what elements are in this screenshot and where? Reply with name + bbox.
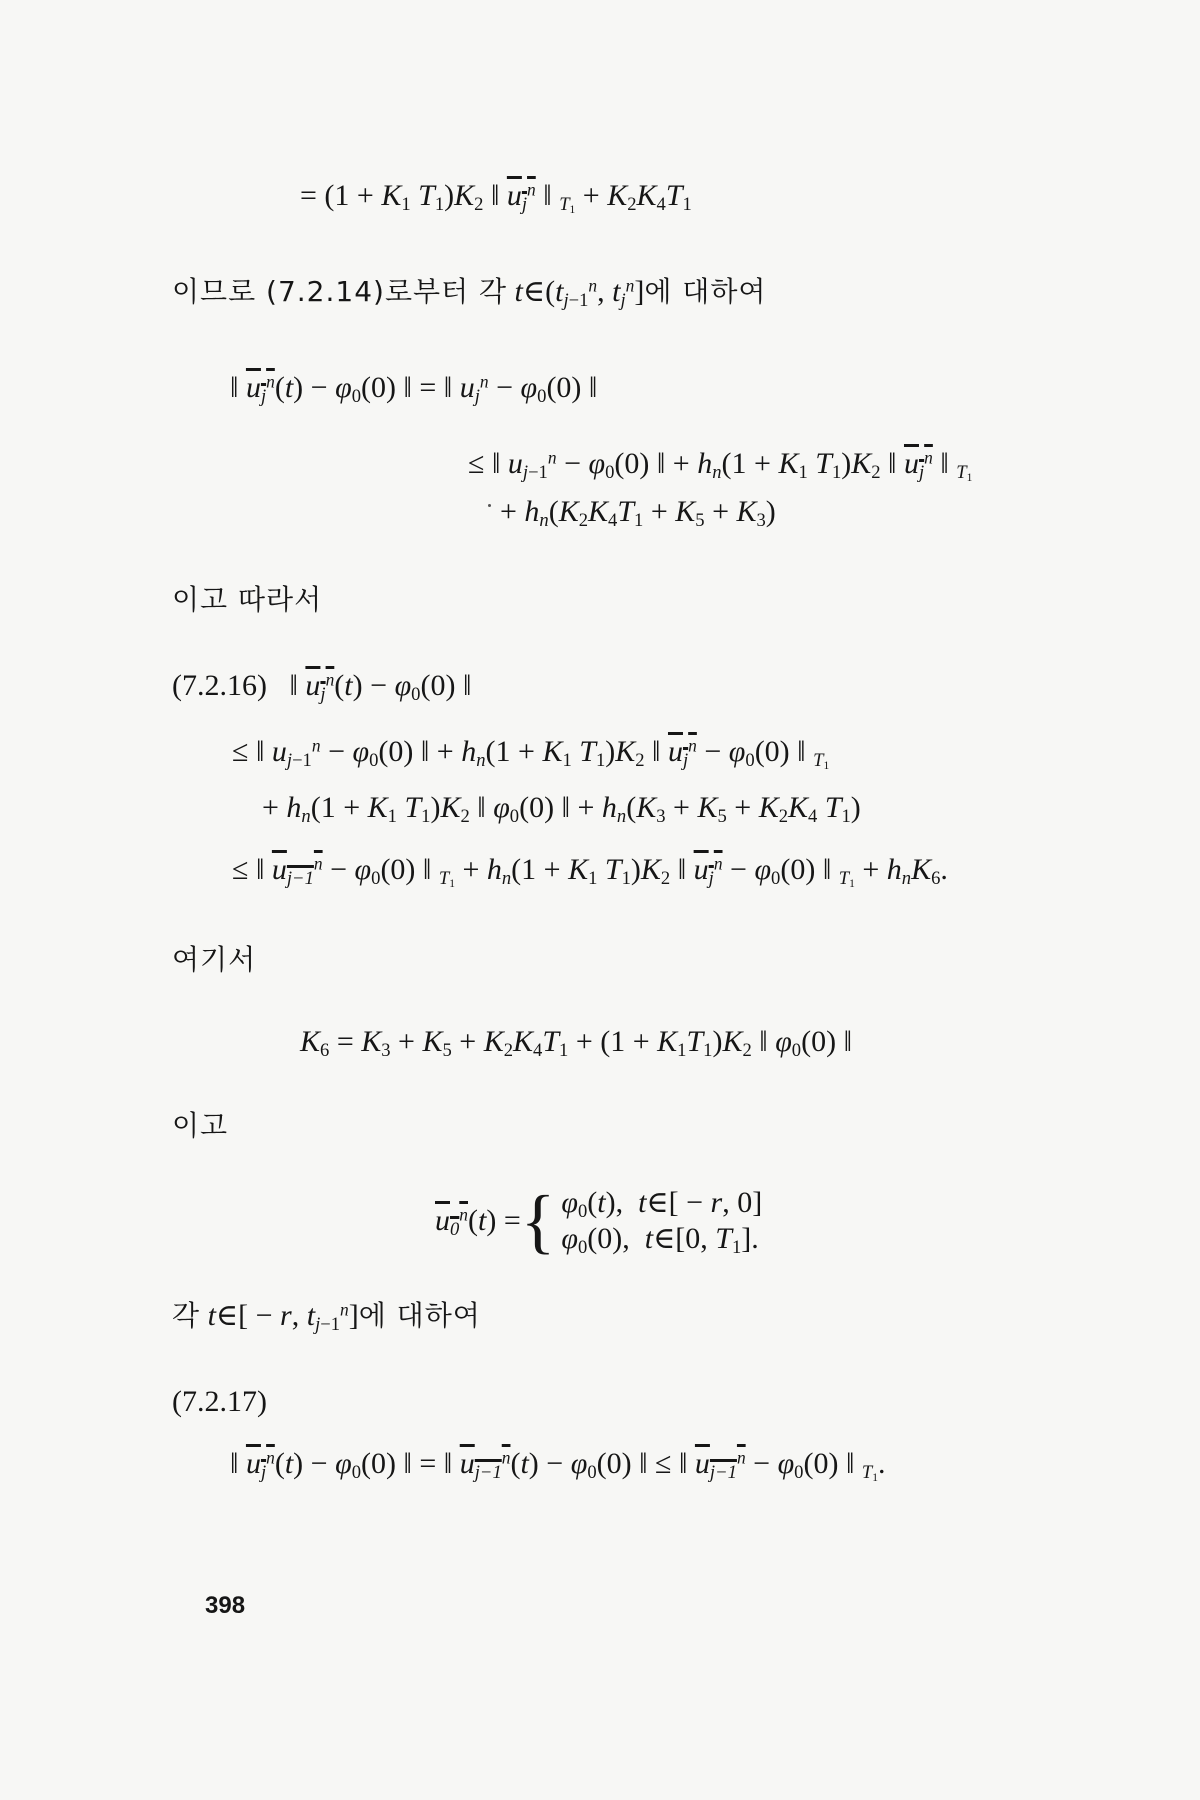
korean-text: 이므로 (7.2.14)로부터 각 bbox=[172, 275, 508, 308]
equation-k6-definition: $K_6 = K_3 + K_5 + K_2K_4T_1 + (1 + K_1T_1)K_2$ ‖ $\varphi_0(0)$ ‖ bbox=[300, 1025, 852, 1062]
korean-text: 각 bbox=[172, 1299, 201, 1332]
equation-line-1: = ($1 + K_1$ $T_1)K_2$ ‖ $u_j^n$ ‖ $_{T_1} + K_2K_4T_1$ bbox=[300, 179, 692, 217]
text-line-and-thus: 이고 따라서 bbox=[172, 583, 323, 616]
left-brace: { bbox=[520, 1181, 556, 1261]
equation-line-3: ‖ $u_j^n(t) - \varphi_0(0)$ ‖ = ‖ $u_j^n - \varphi_0(0)$ ‖ bbox=[230, 371, 598, 408]
equation-label-7-2-17: (7.2.17) bbox=[172, 1385, 267, 1418]
equation-label: (7.2.16) bbox=[172, 669, 267, 702]
equation-line-4: ≤ ‖ $u_{j-1}^n - \varphi_0(0)$ ‖ + $h_n(1 + K_1$ $T_1)K_2$ ‖ $u_j^n$ ‖ $_{T_1}$ bbox=[468, 447, 973, 485]
text-line-and: 이고 bbox=[172, 1109, 229, 1142]
korean-text: 에 대하여 bbox=[644, 275, 767, 308]
equation-initial-cases: $u_0^n(t)$ = { $\varphi_0(t)$, t∈[ − r, 0] $\varphi_0(0)$, t∈[0, $T_1$]. bbox=[435, 1181, 763, 1261]
page-number: 398 bbox=[205, 1592, 246, 1619]
equation-7-2-17: ‖ $u_j^n(t) - \varphi_0(0)$ ‖ = ‖ $u_{j-1}^n(t) - \varphi_0(0)$ ‖ ≤ ‖ $u_{j-1}^n - \varphi_0(0)$ ‖ $_{T_1}$. bbox=[230, 1447, 886, 1485]
text-line-therefore: 이므로 (7.2.14)로부터 각 $t\in(t_{j-1}^n$, $t_j^n$]에 대하여 bbox=[172, 275, 767, 312]
text-line-for-each: 각 t∈[ − r, $t_{j-1}^n$]에 대하여 bbox=[172, 1299, 481, 1336]
text-line-where: 여기서 bbox=[172, 943, 257, 976]
korean-text: 에 대하여 bbox=[358, 1299, 481, 1332]
equation-7-2-16-line-4: ≤ ‖ $u_{j-1}^n - \varphi_0(0)$ ‖ $_{T_1} + h_n(1 + K_1$ $T_1)K_2$ ‖ $u_j^n - \varphi_0(0)$ ‖ $_{T_1} + h_nK_6$. bbox=[232, 853, 948, 891]
stray-dot bbox=[488, 504, 491, 507]
equation-line-5: + $h_n(K_2K_4T_1 + K_5 + K_3)$ bbox=[500, 495, 776, 532]
equation-7-2-16-head: (7.2.16) ‖ $u_j^n(t) - \varphi_0(0)$ ‖ bbox=[172, 669, 472, 706]
equation-7-2-16-line-2: ≤ ‖ $u_{j-1}^n - \varphi_0(0)$ ‖ + $h_n(1 + K_1$ $T_1)K_2$ ‖ $u_j^n - \varphi_0(0)$ ‖ $_{T_1}$ bbox=[232, 735, 830, 773]
equation-7-2-16-line-3: + $h_n(1 + K_1$ $T_1)K_2$ ‖ $\varphi_0(0)$ ‖ + $h_n(K_3 + K_5 + K_2K_4$ $T_1$) bbox=[262, 791, 861, 828]
